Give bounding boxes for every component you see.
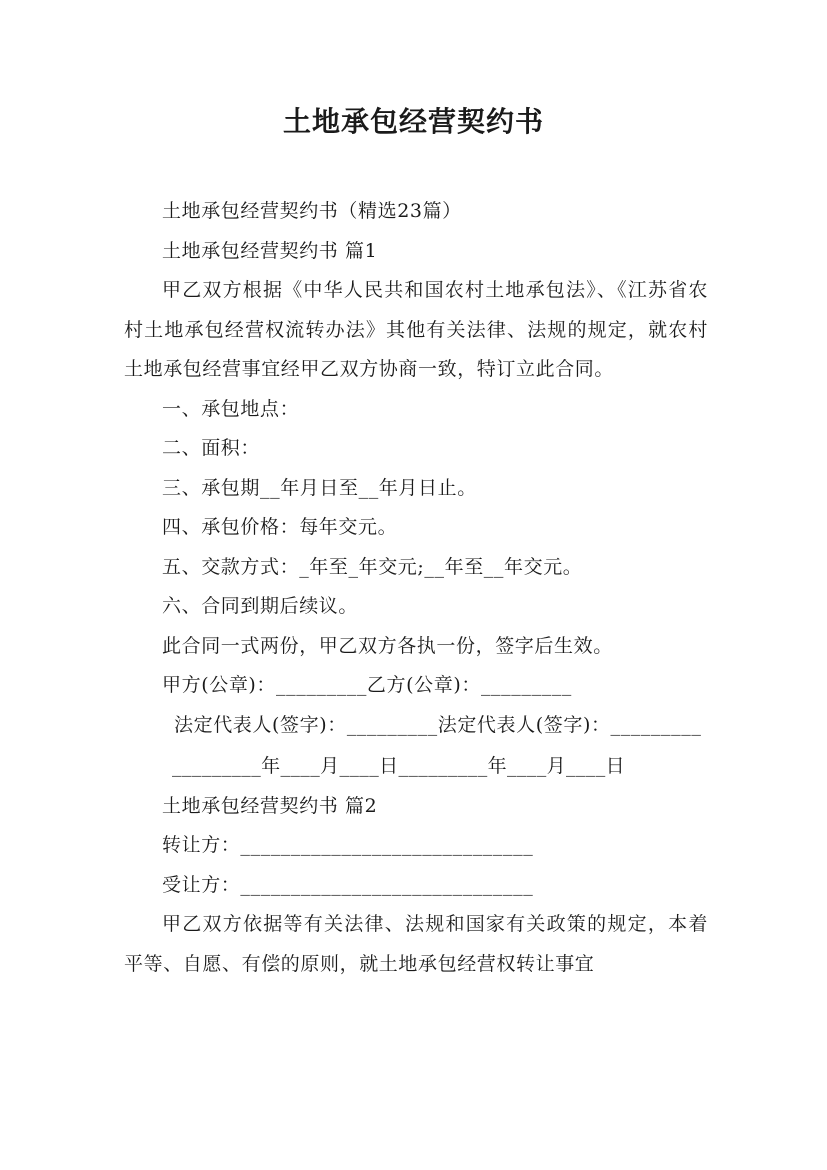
- clause-term: 三、承包期__年月日至__年月日止。: [162, 476, 477, 499]
- clause-location: 一、承包地点：: [162, 397, 300, 420]
- article-1-intro: 甲乙双方根据《中华人民共和国农村土地承包法》、《江苏省农村土地承包经营权流转办法》其他有关法律、法规的规定，就农村土地承包经营事宜经甲乙双方协商一致，特订立此合同。: [124, 279, 708, 380]
- article-1-heading: 土地承包经营契约书 篇1: [162, 239, 378, 262]
- document-body: [124, 192, 708, 984]
- clause-renewal: 六、合同到期后续议。: [162, 595, 359, 617]
- article-2-intro: 甲乙双方依据等有关法律、法规和国家有关政策的规定，本着平等、自愿、有偿的原则，就土地承包经营权转让事宜: [124, 913, 708, 975]
- seal-signature-line: 甲方(公章)：_________乙方(公章)：_________: [162, 674, 572, 696]
- copies-statement: 此合同一式两份，甲乙双方各执一份，签字后生效。: [162, 634, 613, 657]
- representative-signature-line: 法定代表人(签字)：_________法定代表人(签字)：_________: [174, 713, 702, 736]
- transferor-field: 转让方：_____________________________: [162, 834, 534, 856]
- transferee-field: 受让方：_____________________________: [162, 873, 534, 896]
- clause-payment: 五、交款方式：_年至_年交元;__年至__年交元。: [162, 555, 583, 578]
- clause-area: 二、面积：: [162, 437, 261, 459]
- document-title: 土地承包经营契约书: [282, 105, 544, 138]
- collection-subtitle: 土地承包经营契约书（精选23篇）: [162, 200, 462, 222]
- article-2-heading: 土地承包经营契约书 篇2: [162, 794, 378, 817]
- signing-date-line: _________年____月____日_________年____月____日: [172, 755, 626, 777]
- clause-price: 四、承包价格：每年交元。: [162, 516, 398, 538]
